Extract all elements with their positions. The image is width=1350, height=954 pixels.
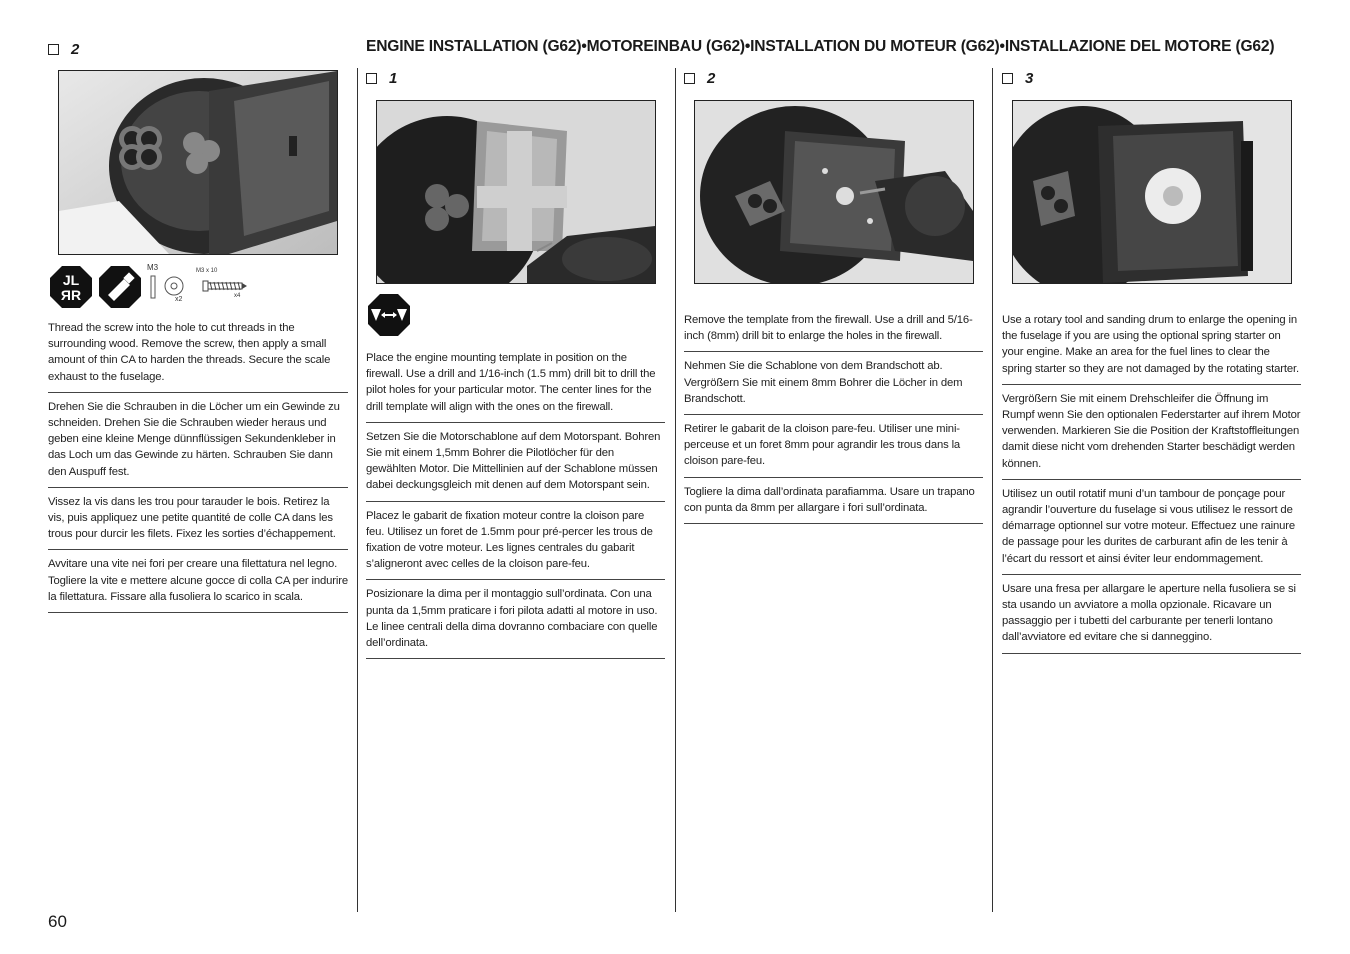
svg-text:JL: JL <box>62 272 80 288</box>
column-step-1 <box>366 67 666 89</box>
screw-label: M3 x 10 <box>196 268 218 274</box>
instruction-fr: Placez le gabarit de fixation moteur contre la cloison pare feu. Utilisez un foret de 1.5mm pour pré-percer les trous de fixation de votre moteur. Les lignes centrales du gabarit s’aligneront avec celles de la cloison pare-feu. <box>366 502 665 581</box>
instruction-fr: Utilisez un outil rotatif muni d’un tambour de ponçage pour agrandir l’ouverture du fuselage si vous utilisez le ressort de démarrage optionnel sur votre moteur. Effectuez une rainure de passage pour les durites de carburant afin de les tenir à l’écart du ressort et ainsi éviter leur endommagement. <box>1002 480 1301 575</box>
photo-enlarge-holes <box>694 100 974 284</box>
checkbox-icon[interactable] <box>366 73 377 84</box>
instruction-en: Thread the screw into the hole to cut threads in the surrounding wood. Remove the screw, then apply a small amount of thin CA to harden the threads. Secure the scale exhaust to the fuselage. <box>48 314 348 393</box>
instruction-de: Drehen Sie die Schrauben in die Löcher um ein Gewinde zu schneiden. Drehen Sie die Schrauben wieder heraus und geben eine kleine Menge dünnflüssigen Sekundenkleber in das Loch um das Gewinde zu härten. Schrauben Sie dann den Auspuff fest. <box>48 393 348 488</box>
column-divider <box>675 68 676 912</box>
instructions-column-3 <box>684 306 983 524</box>
step-header <box>684 67 984 89</box>
m3-label: M3 <box>147 263 159 272</box>
instructions-column-4 <box>1002 306 1301 654</box>
step-number: 3 <box>1025 69 1034 87</box>
column-step-2a <box>48 38 348 60</box>
screw-count: x4 <box>234 293 241 299</box>
column-divider <box>992 68 993 912</box>
section-heading: ENGINE INSTALLATION (G62)•MOTOREINBAU (G62)•INSTALLATION DU MOTEUR (G62)•INSTALLAZIONE DEL MOTORE (G62) <box>366 38 1275 55</box>
instruction-it: Usare una fresa per allargare le aperture nella fusoliera se si sta usando un avviatore a molla opzionale. Ricavare un passaggio per i tubetti del carburante per tenerli lontano dall’avviatore ed evitare che si danneggino. <box>1002 575 1301 654</box>
step-number: 1 <box>389 69 398 87</box>
column-step-3 <box>1002 67 1302 89</box>
photo-enlarge-fuselage-opening <box>1012 100 1292 284</box>
page-number: 60 <box>48 912 67 931</box>
column-step-2b <box>684 67 984 89</box>
instruction-en: Remove the template from the firewall. Use a drill and 5/16-inch (8mm) drill bit to enlarge the holes in the firewall. <box>684 306 983 352</box>
photo-exhaust-installed <box>58 70 338 255</box>
step-header <box>366 67 666 89</box>
checkbox-icon[interactable] <box>48 44 59 55</box>
drill-icon <box>98 265 142 309</box>
column-divider <box>357 68 358 912</box>
svg-text:ЯR: ЯR <box>60 287 82 303</box>
instruction-fr: Retirer le gabarit de la cloison pare-feu. Utiliser une mini-perceuse et un foret 8mm pour agrandir les trous dans la cloison pare-feu. <box>684 415 983 478</box>
instruction-en: Use a rotary tool and sanding drum to enlarge the opening in the fuselage if you are using the optional spring starter on your engine. Make an area for the fuel lines to clear the spring starter so they are not damaged by the rotating starter. <box>1002 306 1301 385</box>
photo-drill-pilot-holes <box>376 100 656 284</box>
instruction-it: Togliere la dima dall’ordinata parafiamma. Usare un trapano con punta da 8mm per allargare i fori sull’ordinata. <box>684 478 983 524</box>
instruction-de: Setzen Sie die Motorschablone auf dem Motorspant. Bohren Sie mit einem 1,5mm Bohrer die Pilotlöcher für den gewählten Motor. Die Mittellinien auf der Schablone müssen dabei deckungsgleich mit denen auf dem Motorspant sein. <box>366 423 665 502</box>
checkbox-icon[interactable] <box>1002 73 1013 84</box>
instruction-fr: Vissez la vis dans les trou pour tarauder le bois. Retirez la vis, puis appliquez une petite quantité de colle CA dans les trous pour durcir les filets. Fixez les sorties d’échappement. <box>48 488 348 551</box>
step-header <box>48 38 348 60</box>
instructions-column-1 <box>48 314 348 613</box>
washer-count: x2 <box>175 296 183 303</box>
instruction-it: Avvitare una vite nei fori per creare una filettatura nel legno. Togliere la vite e mettere alcune gocce di colla CA per indurire la filettatura. Fissare alla fusoliera lo scarico in scala. <box>48 550 348 613</box>
apply-thin-ca-icon <box>49 265 93 309</box>
instruction-en: Place the engine mounting template in position on the firewall. Use a drill and 1/16-inch (1.5 mm) drill bit to drill the pilot holes for your particular motor. The center lines for the drill template will align with the ones on the firewall. <box>366 344 665 423</box>
checkbox-icon[interactable] <box>684 73 695 84</box>
screw-icon <box>202 279 248 293</box>
hardware-icons <box>49 263 249 309</box>
instructions-column-2 <box>366 344 665 659</box>
instruction-de: Nehmen Sie die Schablone von dem Brandschott ab. Vergrößern Sie mit einem 8mm Bohrer die Löcher in dem Brandschott. <box>684 352 983 415</box>
instruction-it: Posizionare la dima per il montaggio sull’ordinata. Con una punta da 1,5mm praticare i fori pilota adatti al motore in uso. Le linee centrali della dima dovranno combaciare con quelle dell’ordinata. <box>366 580 665 659</box>
step-number: 2 <box>71 40 80 58</box>
step-header <box>1002 67 1302 89</box>
instruction-de: Vergrößern Sie mit einem Drehschleifer die Öffnung im Rumpf wenn Sie den optionalen Federstarter auf ihrem Motor verwenden. Markieren Sie die Position der Kraftstoffleitungen damit diese nicht vom drehenden Starter beschädigt werden können. <box>1002 385 1301 480</box>
step-number: 2 <box>707 69 716 87</box>
align-template-icon <box>367 293 411 337</box>
